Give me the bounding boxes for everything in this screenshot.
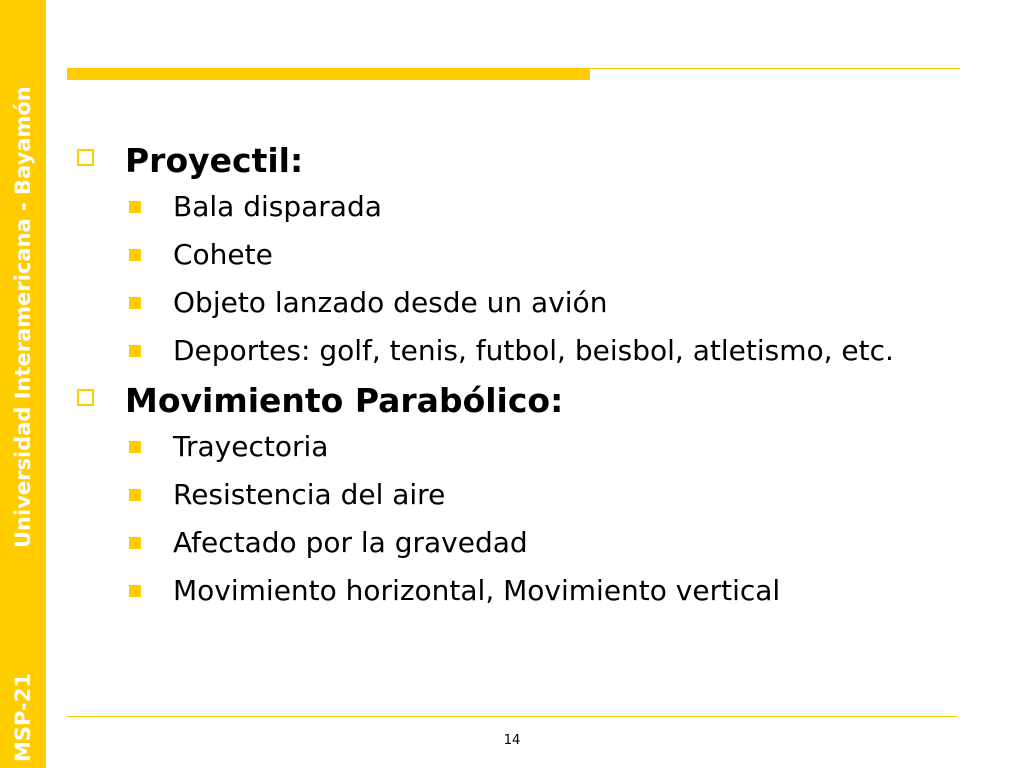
list-item-text: Resistencia del aire bbox=[173, 478, 446, 511]
list-item-text: Cohete bbox=[173, 238, 273, 271]
section-heading bbox=[72, 380, 952, 422]
list-item-text: Objeto lanzado desde un avión bbox=[173, 286, 608, 319]
square-bullet-icon bbox=[129, 249, 141, 261]
section-title: Movimiento Parabólico: bbox=[125, 381, 564, 420]
list-item-text: Afectado por la gravedad bbox=[173, 526, 528, 559]
list-item bbox=[72, 572, 952, 610]
square-bullet-icon bbox=[129, 441, 141, 453]
section-heading bbox=[72, 140, 952, 182]
bottom-rule bbox=[67, 716, 957, 717]
square-bullet-icon bbox=[129, 297, 141, 309]
list-item-text: Trayectoria bbox=[173, 430, 329, 463]
list-item bbox=[72, 236, 952, 274]
list-item bbox=[72, 476, 952, 514]
list-item-text: Bala disparada bbox=[173, 190, 382, 223]
list-item-text: Movimiento horizontal, Movimiento vertical bbox=[173, 574, 781, 607]
list-item bbox=[72, 284, 952, 322]
list-item bbox=[72, 332, 952, 370]
course-code: MSP-21 bbox=[11, 673, 35, 762]
list-item bbox=[72, 428, 952, 466]
square-bullet-icon bbox=[129, 201, 141, 213]
list-item-text: Deportes: golf, tenis, futbol, beisbol, atletismo, etc. bbox=[173, 334, 894, 367]
sidebar-band bbox=[0, 0, 46, 768]
list-item bbox=[72, 188, 952, 226]
list-item bbox=[72, 524, 952, 562]
square-bullet-icon bbox=[129, 489, 141, 501]
top-rule-thin bbox=[590, 68, 960, 69]
slide-content bbox=[72, 140, 952, 620]
square-bullet-icon bbox=[129, 585, 141, 597]
hollow-square-bullet-icon bbox=[77, 389, 94, 406]
section-title: Proyectil: bbox=[125, 141, 304, 180]
hollow-square-bullet-icon bbox=[77, 149, 94, 166]
top-rule-thick bbox=[67, 68, 590, 80]
university-name: Universidad Interamericana - Bayamón bbox=[11, 86, 35, 548]
square-bullet-icon bbox=[129, 537, 141, 549]
page-number: 14 bbox=[503, 733, 521, 748]
square-bullet-icon bbox=[129, 345, 141, 357]
